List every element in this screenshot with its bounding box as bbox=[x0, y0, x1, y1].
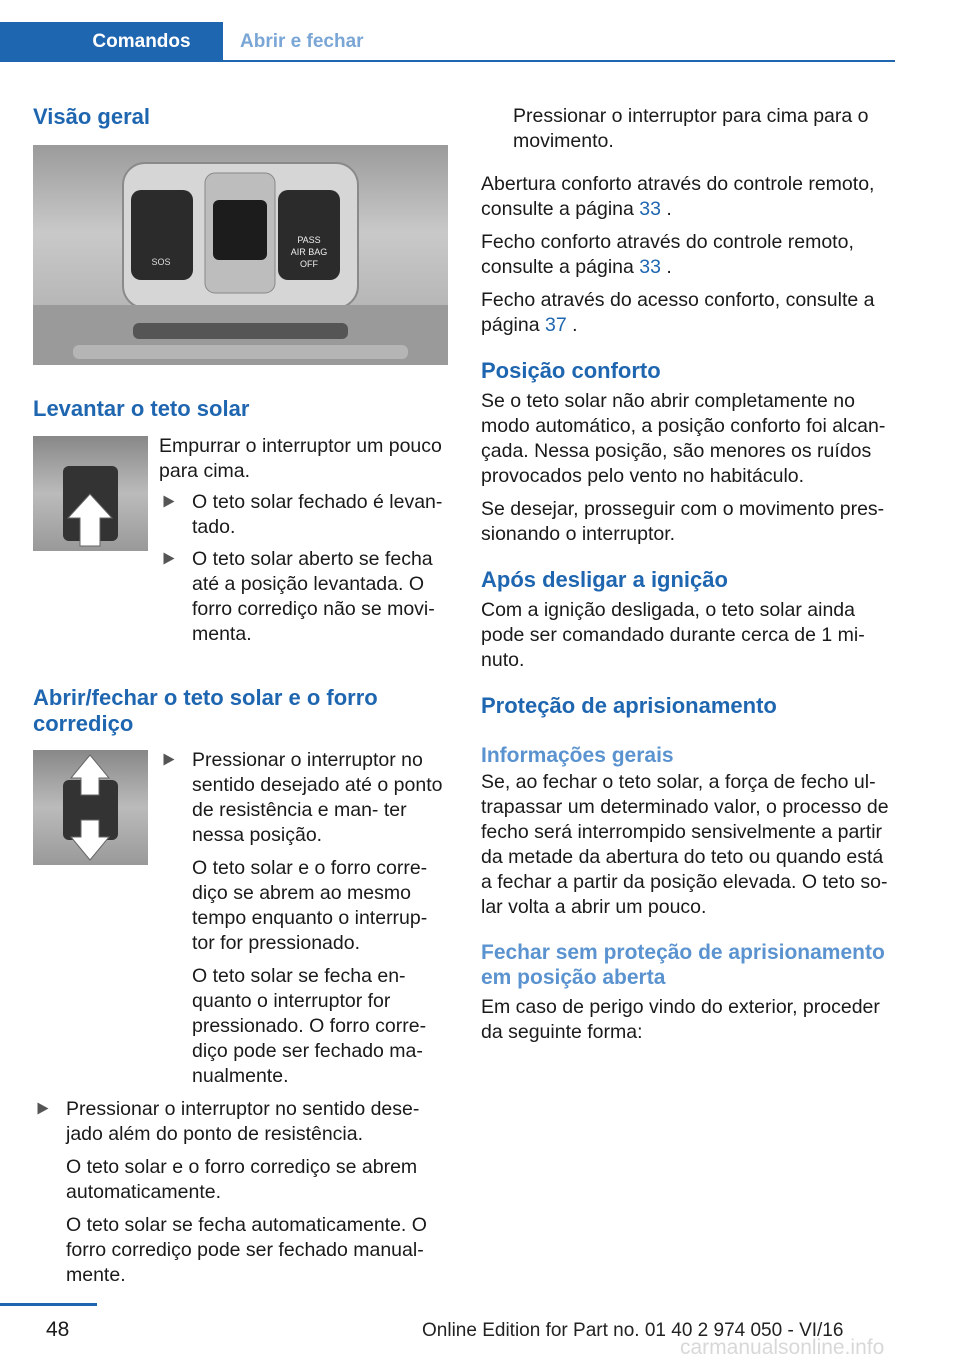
sos-label: SOS bbox=[151, 257, 171, 267]
edition-text: Online Edition for Part no. 01 40 2 974 050 - VI/16 bbox=[422, 1320, 844, 1341]
period: . bbox=[661, 198, 672, 220]
period: . bbox=[566, 314, 578, 336]
bullet-triangle-icon bbox=[38, 1103, 49, 1115]
bullet-triangle-icon bbox=[164, 553, 175, 565]
tab-comandos-label: Comandos bbox=[92, 31, 191, 52]
comfort-title: Posição conforto bbox=[481, 358, 661, 383]
open-close-illustration bbox=[33, 750, 148, 865]
no-pinch-title: Fechar sem proteção de aprisionamento em posição aberta bbox=[481, 941, 885, 989]
page-link-37[interactable]: 37 bbox=[544, 314, 567, 336]
page-number: 48 bbox=[46, 1318, 70, 1341]
right-column bbox=[481, 172, 895, 1045]
sunroof-console-illustration bbox=[33, 145, 448, 365]
item2-paragraph-3: O teto solar se fecha automaticamente. O forro corrediço pode ser fechado manual‐ mente. bbox=[66, 1214, 427, 1286]
overview-title: Visão geral bbox=[33, 104, 150, 129]
raise-title: Levantar o teto solar bbox=[33, 396, 250, 421]
bullet-triangle-icon bbox=[164, 754, 175, 766]
sunroof-switch-photo bbox=[33, 145, 448, 365]
tab-abrir-e-fechar[interactable] bbox=[240, 22, 364, 62]
access-close-text: Fecho através do acesso conforto, consulte a página bbox=[481, 289, 875, 336]
comfort-paragraph-2: Se desejar, prosseguir com o movimento pres‐ sionando o interruptor. bbox=[481, 498, 885, 545]
remote-open-paragraph bbox=[481, 172, 895, 222]
general-paragraph: Se, ao fechar o teto solar, a força de fecho ul‐ trapassar um determinado valor, o processo de fecho será interrompido sensivelmente a partir da metade da abertura do teto ou quando está a fechar a partir da posição elevada. O teto so‐ lar volta a abrir um pouco. bbox=[481, 771, 889, 918]
remote-close-paragraph bbox=[481, 230, 895, 280]
raise-item-1: O teto solar fechado é levan‐ tado. bbox=[192, 491, 443, 538]
up-arrow-icon bbox=[33, 436, 148, 551]
access-close-paragraph bbox=[481, 288, 895, 338]
open-close-item-2 bbox=[66, 1097, 449, 1288]
item2-paragraph-2: O teto solar e o forro corrediço se abrem automaticamente. bbox=[66, 1156, 418, 1203]
ignition-title: Após desligar a ignição bbox=[481, 567, 728, 592]
pinch-title: Proteção de aprisionamento bbox=[481, 693, 777, 718]
period: . bbox=[661, 256, 672, 278]
ignition-paragraph: Com a ignição desligada, o teto solar ainda pode ser comandado durante cerca de 1 mi‐ nuto. bbox=[481, 599, 865, 671]
pass-label: PASS bbox=[297, 235, 321, 245]
remote-open-text: Abertura conforto através do controle remoto, consulte a página bbox=[481, 173, 875, 220]
open-close-item-1 bbox=[192, 748, 449, 1089]
page-link-33-close[interactable]: 33 bbox=[639, 256, 661, 278]
continuation-text: Pressionar o interruptor para cima para o movimento. bbox=[513, 105, 869, 152]
item2-paragraph-1: Pressionar o interruptor no sentido dese‐ jado além do ponto de resistência. bbox=[66, 1098, 420, 1145]
header-tabbar bbox=[0, 0, 895, 62]
raise-illustration bbox=[33, 436, 148, 551]
item1-paragraph-2: O teto solar e o forro corre‐ diço se abrem ao mesmo tempo enquanto o interrup‐ tor for pressionado. bbox=[192, 857, 428, 954]
tab-comandos[interactable] bbox=[0, 22, 223, 62]
header-divider bbox=[0, 60, 895, 62]
item1-paragraph-3: O teto solar se fecha en‐ quanto o interruptor for pressionado. O forro corre‐ diço pode ser fechado ma‐ nualmente. bbox=[192, 965, 427, 1087]
tab-abrir-e-fechar-label: Abrir e fechar bbox=[240, 31, 364, 52]
open-close-title: Abrir/fechar o teto solar e o forro corrediço bbox=[33, 685, 378, 736]
item1-paragraph-1: Pressionar o interruptor no sentido desejado até o ponto de resistência e man‐ ter nessa posição. bbox=[192, 749, 443, 846]
bullet-triangle-icon bbox=[164, 496, 175, 508]
page-link-33[interactable]: 33 bbox=[639, 198, 661, 220]
watermark: carmanualsonline.info bbox=[680, 1336, 885, 1359]
airbag-label: AIR BAG bbox=[290, 247, 328, 257]
comfort-paragraph-1: Se o teto solar não abrir completamente no modo automático, a posição conforto foi alcan‐ çada. Nessa posição, são menores os ruídos provocados pelo vento no habitáculo. bbox=[481, 390, 886, 487]
off-label: OFF bbox=[300, 259, 318, 269]
footer-divider bbox=[0, 1303, 97, 1306]
raise-item-2: O teto solar aberto se fecha até a posição levantada. O forro corrediço não se movi‐ menta. bbox=[192, 548, 435, 645]
raise-intro: Empurrar o interruptor um pouco para cima. bbox=[159, 435, 442, 482]
up-down-arrow-icon bbox=[33, 750, 148, 865]
remote-close-text: Fecho conforto através do controle remoto, consulte a página bbox=[481, 231, 854, 278]
no-pinch-paragraph: Em caso de perigo vindo do exterior, proceder da seguinte forma: bbox=[481, 996, 880, 1043]
raise-section bbox=[159, 434, 449, 484]
general-title: Informações gerais bbox=[481, 744, 674, 767]
